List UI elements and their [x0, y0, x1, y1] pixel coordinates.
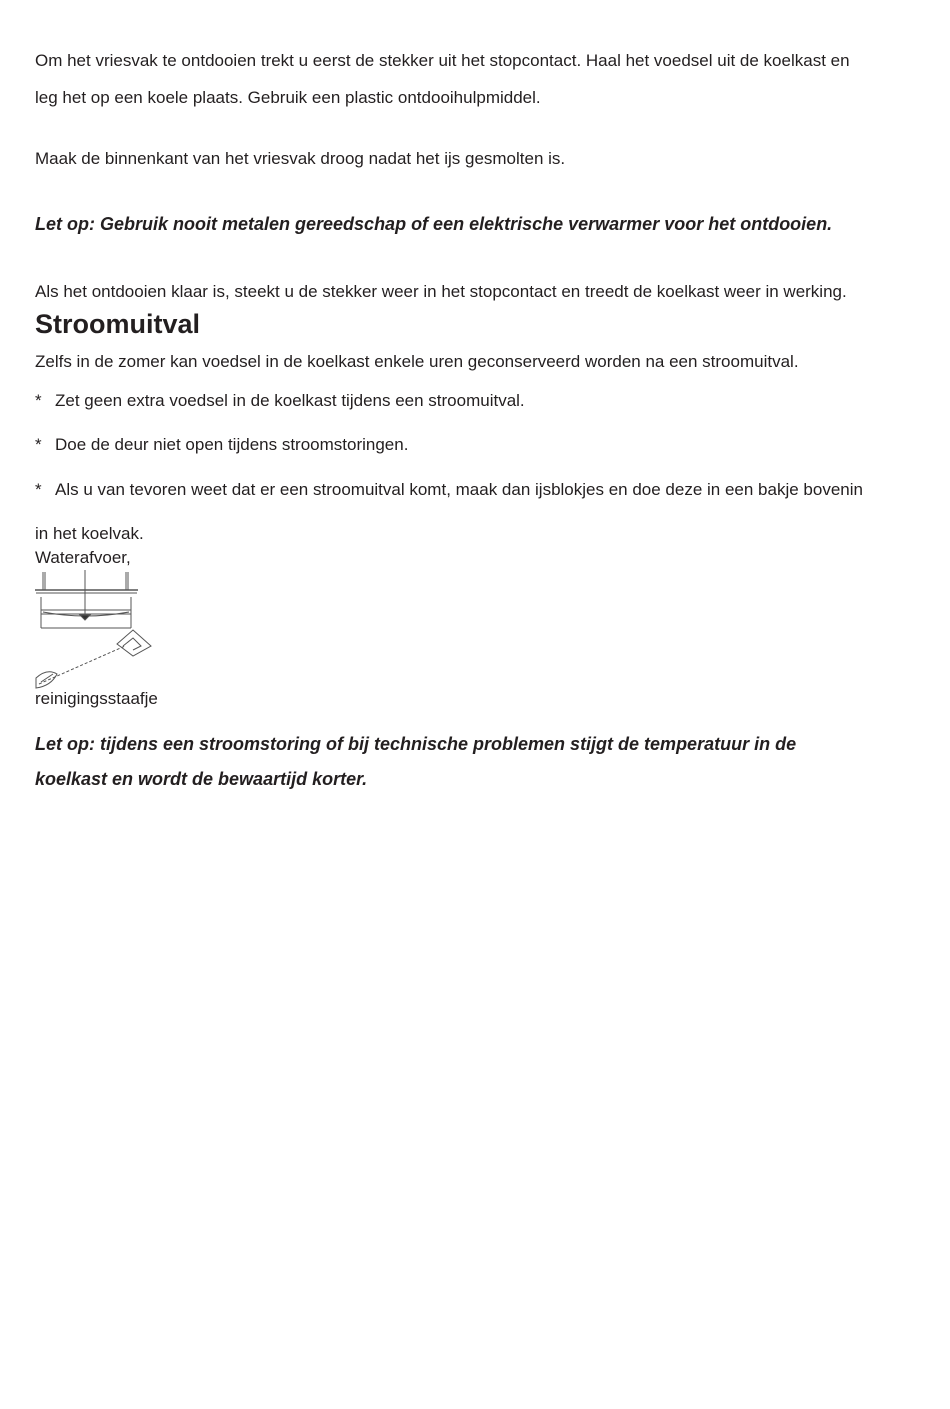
drain-illustration: [33, 570, 158, 692]
bullet-item: [35, 480, 863, 500]
figure-label-cleaning-rod: reinigingsstaafje: [35, 689, 158, 708]
bullet-mark: *: [35, 435, 42, 454]
bullet-item: [35, 435, 408, 455]
bullet-mark: *: [35, 391, 42, 410]
defrost-intro-line-1: Om het vriesvak te ontdooien trekt u eerst de stekker uit het stopcontact. Haal het voedsel uit de koelkast en: [35, 51, 850, 70]
defrost-intro-line-2: leg het op een koele plaats. Gebruik een plastic ontdooihulpmiddel.: [35, 88, 541, 107]
bullet-mark: *: [35, 480, 42, 499]
bullet-text: Als u van tevoren weet dat er een stroomuitval komt, maak dan ijsblokjes en doe deze in een bakje bovenin: [55, 480, 863, 499]
defrost-done-instruction: Als het ontdooien klaar is, steekt u de stekker weer in het stopcontact en treedt de koelkast weer in werking.: [35, 282, 847, 301]
bullet-continuation: in het koelvak.: [35, 524, 144, 543]
power-outage-intro: Zelfs in de zomer kan voedsel in de koelkast enkele uren geconserveerd worden na een stroomuitval.: [35, 352, 799, 371]
figure-label-water-drain: Waterafvoer,: [35, 548, 131, 567]
final-warning-line-1: Let op: tijdens een stroomstoring of bij technische problemen stijgt de temperatuur in de: [35, 734, 797, 754]
bullet-text: Zet geen extra voedsel in de koelkast tijdens een stroomuitval.: [55, 391, 525, 410]
final-warning-line-2: koelkast en wordt de bewaartijd korter.: [35, 769, 368, 789]
defrost-warning: Let op: Gebruik nooit metalen gereedschap of een elektrische verwarmer voor het ontdooien.: [35, 214, 833, 234]
defrost-dry-instruction: Maak de binnenkant van het vriesvak droog nadat het ijs gesmolten is.: [35, 149, 566, 168]
bullet-item: [35, 391, 525, 411]
bullet-text: Doe de deur niet open tijdens stroomstoringen.: [55, 435, 409, 454]
power-outage-heading: Stroomuitval: [35, 309, 201, 339]
